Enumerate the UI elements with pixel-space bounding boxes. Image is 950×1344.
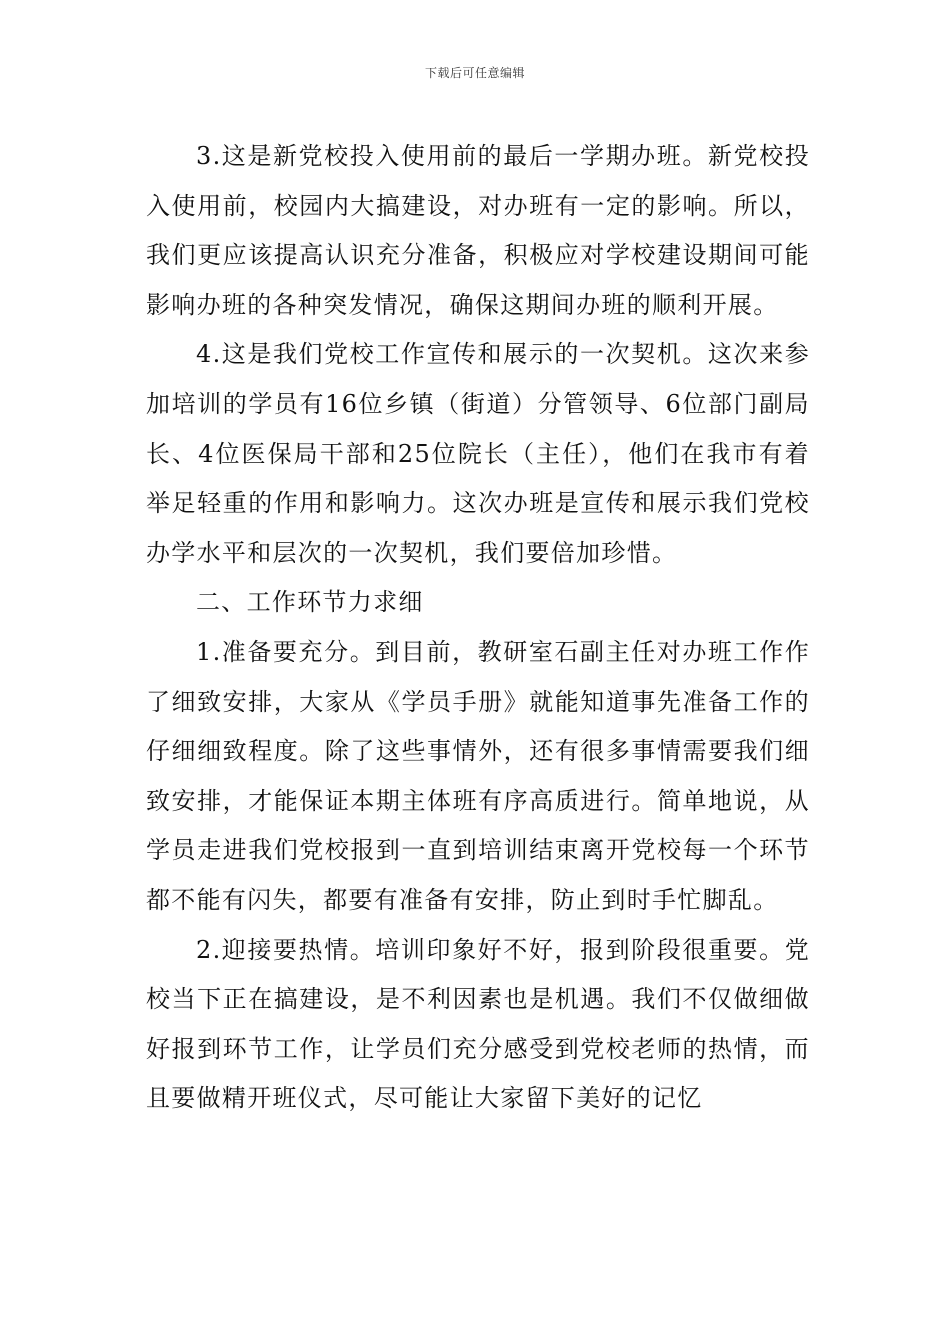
section-heading: 二、工作环节力求细 <box>196 588 424 617</box>
page-header: 下载后可任意编辑 <box>424 66 525 80</box>
paragraph-point-1: 1.准备要充分。到目前，教研室石副主任对办班工作作了细致安排，大家从《学员手册》就能知道事先准备工作的仔细细致程度。除了这些事情外，还有很多事情需要我们细致安排，才能保证本期主体班有序高质进行。简单地说，从学员走进我们党校报到一直到培训结束离开党校每一个环节都不能有闪失，都要有准备有安排，防止到时手忙脚乱。 <box>146 637 810 914</box>
paragraph-point-3: 3.这是新党校投入使用前的最后一学期办班。新党校投入使用前，校园内大搞建设，对办班有一定的影响。所以，我们更应该提高认识充分准备，积极应对学校建设期间可能影响办班的各种突发情况，确保这期间办班的顺利开展。 <box>146 142 810 319</box>
paragraph-point-2: 2.迎接要热情。培训印象好不好，报到阶段很重要。党校当下正在搞建设，是不利因素也是机遇。我们不仅做细做好报到环节工作，让学员们充分感受到党校老师的热情，而且要做精开班仪式，尽可能让大家留下美好的记忆 <box>146 935 810 1113</box>
paragraph-point-4: 4.这是我们党校工作宣传和展示的一次契机。这次来参加培训的学员有16位乡镇（街道）分管领导、6位部门副局长、4位医保局干部和25位院长（主任），他们在我市有着举足轻重的作用和影响力。这次办班是宣传和展示我们党校办学水平和层次的一次契机，我们要倍加珍惜。 <box>146 340 810 567</box>
document-body <box>146 132 810 1124</box>
